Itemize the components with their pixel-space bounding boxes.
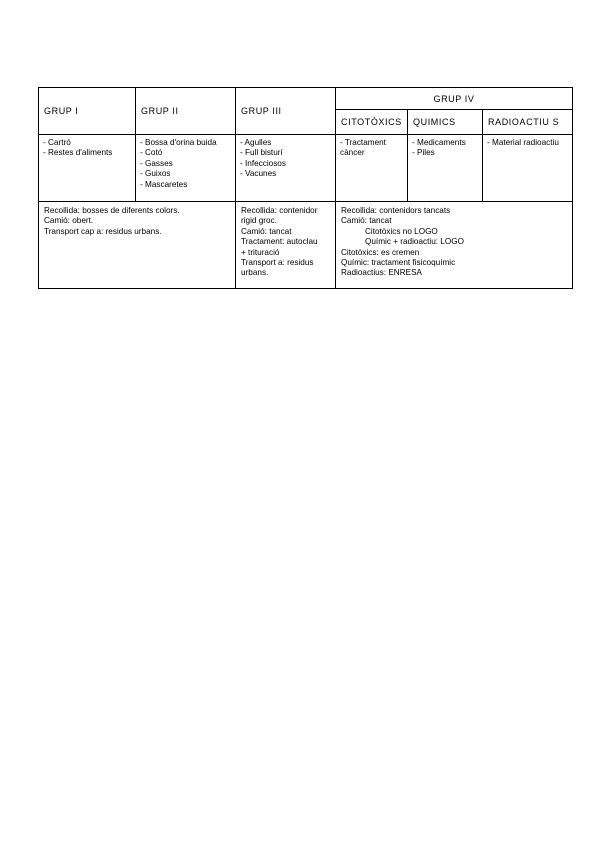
list-item: - Agulles (240, 138, 272, 147)
rule-line: Citotòxics no LOGO (365, 226, 438, 236)
items-citotoxics (336, 135, 408, 202)
items-quimics (408, 135, 483, 202)
rule-line: rigid groc. (241, 216, 277, 226)
rule-line: + trituració (241, 247, 280, 257)
header-quimics: QUIMICS (408, 110, 483, 135)
rules-grup-iii (236, 202, 336, 289)
header-radioactius: RADIOACTIU S (483, 110, 573, 135)
rule-line: Camió: tancat (241, 226, 292, 236)
list-item: - Gasses (140, 158, 173, 168)
list-item: - Tractament (340, 138, 386, 147)
items-grup-i (39, 135, 136, 202)
rule-line: Transport cap a: residus urbans. (44, 226, 162, 236)
list-item: - Infecciosos (240, 158, 286, 168)
list-item: - Full bisturí (240, 148, 283, 158)
items-radioactius (483, 135, 573, 202)
rule-line: Recollida: contenidors tancats (341, 206, 451, 215)
rule-line: Tractament: autoclau (241, 237, 318, 247)
rule-line: Químic + radioactiu: LOGO (365, 237, 464, 247)
list-item: - Restes d'aliments (43, 148, 113, 158)
header-citotoxics: CITOTÒXICS (336, 110, 408, 135)
list-item: - Cartró (43, 138, 71, 147)
header-grup-i: GRUP I (39, 88, 136, 135)
rule-line: Recollida: contenidor (241, 206, 318, 215)
items-row (39, 135, 573, 202)
list-item: - Medicaments (412, 138, 466, 147)
rules-grup-i-ii (39, 202, 236, 289)
list-item: - Material radioactiu (487, 138, 559, 147)
list-item: - Vacunes (240, 169, 277, 179)
rule-line: urbans. (241, 268, 269, 278)
rule-line: Citotòxics: es cremen (341, 247, 420, 257)
header-row-groups (39, 88, 573, 110)
rule-line: Camió: tancat (341, 216, 392, 226)
items-grup-iii (236, 135, 336, 202)
list-item: - Cotó (140, 148, 163, 158)
header-grup-iii: GRUP III (236, 88, 336, 135)
list-item: - Bossa d'orina buida (140, 138, 217, 147)
rule-line: Radioactius: ENRESA (341, 268, 422, 278)
rules-grup-iv (336, 202, 573, 289)
rule-line: Camió: obert. (44, 216, 94, 226)
list-item: - Guixos (140, 169, 171, 179)
list-item: càncer (340, 148, 365, 158)
rules-row (39, 202, 573, 289)
waste-groups-table (38, 87, 573, 289)
items-grup-ii (136, 135, 236, 202)
rule-line: Recollida: bosses de diferents colors. (44, 206, 180, 215)
list-item: - Mascaretes (140, 179, 188, 189)
header-grup-iv: GRUP IV (336, 88, 573, 110)
header-grup-ii: GRUP II (136, 88, 236, 135)
rule-line: Químic: tractament fisicoquímic (341, 258, 456, 268)
list-item: - Piles (412, 148, 435, 158)
rule-line: Transport a: residus (241, 258, 314, 268)
